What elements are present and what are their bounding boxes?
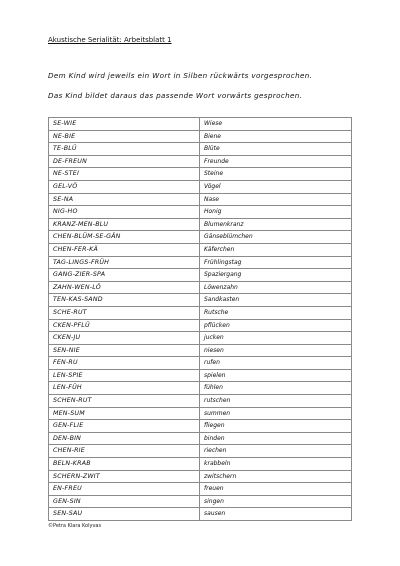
page-title: Akustische Serialität: Arbeitsblatt 1: [48, 36, 172, 44]
table-row: [49, 420, 352, 433]
table-row: [49, 281, 352, 294]
word-cell: jucken: [200, 332, 352, 345]
syllables-cell: NIG-HO: [49, 206, 200, 219]
word-cell: sausen: [200, 508, 352, 521]
table-row: [49, 458, 352, 471]
word-cell: Blüte: [200, 143, 352, 156]
word-cell: rutschen: [200, 395, 352, 408]
word-cell: fühlen: [200, 382, 352, 395]
syllables-cell: SCHERN-ZWIT: [49, 470, 200, 483]
word-cell: krabbeln: [200, 458, 352, 471]
table-row: [49, 495, 352, 508]
instruction-line-1: Dem Kind wird jeweils ein Wort in Silben rückwärts vorgesprochen.: [48, 71, 313, 80]
syllables-cell: FEN-RU: [49, 357, 200, 370]
word-table: [48, 117, 352, 521]
syllables-cell: TAG-LINGS-FRÜH: [49, 256, 200, 269]
word-cell: Vögel: [200, 180, 352, 193]
table-row: [49, 432, 352, 445]
word-cell: riechen: [200, 445, 352, 458]
word-cell: Nase: [200, 193, 352, 206]
word-cell: Frühlingstag: [200, 256, 352, 269]
syllables-cell: SEN-NIE: [49, 344, 200, 357]
word-cell: Biene: [200, 130, 352, 143]
syllables-cell: KRANZ-MEN-BLU: [49, 218, 200, 231]
syllables-cell: SEN-SAU: [49, 508, 200, 521]
table-row: [49, 143, 352, 156]
word-cell: spielen: [200, 369, 352, 382]
word-cell: Löwenzahn: [200, 281, 352, 294]
word-cell: rufen: [200, 357, 352, 370]
table-row: [49, 332, 352, 345]
table-row: [49, 243, 352, 256]
syllables-cell: SE-WIE: [49, 118, 200, 131]
table-row: [49, 130, 352, 143]
table-row: [49, 218, 352, 231]
syllables-cell: CHEN-RIE: [49, 445, 200, 458]
syllables-cell: TEN-KAS-SAND: [49, 294, 200, 307]
word-cell: Steine: [200, 168, 352, 181]
syllables-cell: SCHE-RUT: [49, 306, 200, 319]
table-row: [49, 407, 352, 420]
copyright-footer: ©Petra Klara Kolyvas: [48, 523, 102, 529]
word-cell: Käferchen: [200, 243, 352, 256]
syllables-cell: CHEN-BLÜM-SE-GÄN: [49, 231, 200, 244]
syllables-cell: NE-BIE: [49, 130, 200, 143]
syllables-cell: GEL-VÖ: [49, 180, 200, 193]
word-cell: summen: [200, 407, 352, 420]
syllables-cell: GANG-ZIER-SPA: [49, 269, 200, 282]
syllables-cell: CKEN-PFLÜ: [49, 319, 200, 332]
word-cell: Freunde: [200, 155, 352, 168]
table-row: [49, 445, 352, 458]
table-row: [49, 231, 352, 244]
table-row: [49, 256, 352, 269]
syllables-cell: CHEN-FER-KÄ: [49, 243, 200, 256]
syllables-cell: DE-FREUN: [49, 155, 200, 168]
instruction-line-2: Das Kind bildet daraus das passende Wort vorwärts gesprochen.: [48, 91, 303, 100]
table-row: [49, 344, 352, 357]
table-row: [49, 118, 352, 131]
word-cell: Wiese: [200, 118, 352, 131]
word-cell: zwitschern: [200, 470, 352, 483]
word-cell: singen: [200, 495, 352, 508]
syllables-cell: LEN-SPIE: [49, 369, 200, 382]
syllables-cell: SCHEN-RUT: [49, 395, 200, 408]
syllables-cell: MEN-SUM: [49, 407, 200, 420]
table-row: [49, 180, 352, 193]
syllables-cell: TE-BLÜ: [49, 143, 200, 156]
table-row: [49, 306, 352, 319]
word-cell: freuen: [200, 483, 352, 496]
syllables-cell: ZAHN-WEN-LÖ: [49, 281, 200, 294]
syllables-cell: LEN-FÜH: [49, 382, 200, 395]
word-cell: Rutsche: [200, 306, 352, 319]
table-row: [49, 155, 352, 168]
word-cell: Blumenkranz: [200, 218, 352, 231]
word-cell: pflücken: [200, 319, 352, 332]
table-row: [49, 193, 352, 206]
table-row: [49, 395, 352, 408]
table-row: [49, 470, 352, 483]
word-cell: binden: [200, 432, 352, 445]
word-cell: Honig: [200, 206, 352, 219]
table-row: [49, 508, 352, 521]
word-cell: Spaziergang: [200, 269, 352, 282]
table-row: [49, 369, 352, 382]
syllables-cell: DEN-BIN: [49, 432, 200, 445]
table-row: [49, 294, 352, 307]
syllables-cell: GEN-FLIE: [49, 420, 200, 433]
word-cell: fliegen: [200, 420, 352, 433]
word-cell: Gänseblümchen: [200, 231, 352, 244]
syllables-cell: SE-NA: [49, 193, 200, 206]
syllables-cell: NE-STEI: [49, 168, 200, 181]
table-row: [49, 357, 352, 370]
syllables-cell: CKEN-JU: [49, 332, 200, 345]
table-row: [49, 319, 352, 332]
syllables-cell: GEN-SIN: [49, 495, 200, 508]
table-row: [49, 382, 352, 395]
word-cell: niesen: [200, 344, 352, 357]
word-cell: Sandkasten: [200, 294, 352, 307]
table-row: [49, 206, 352, 219]
syllables-cell: EN-FREU: [49, 483, 200, 496]
syllables-cell: BELN-KRAB: [49, 458, 200, 471]
table-row: [49, 269, 352, 282]
table-row: [49, 483, 352, 496]
table-row: [49, 168, 352, 181]
